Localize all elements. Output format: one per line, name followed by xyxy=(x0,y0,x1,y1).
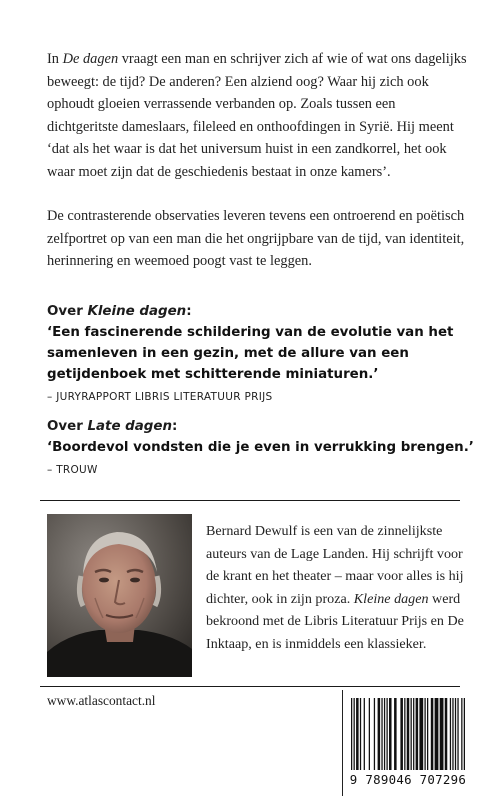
barcode-bar xyxy=(389,698,392,770)
quote-source: – TROUW xyxy=(47,464,98,476)
barcode-bar xyxy=(464,698,465,770)
book-title-mention: De dagen xyxy=(62,51,119,67)
isbn-barcode xyxy=(342,690,473,796)
author-photo xyxy=(47,514,192,677)
quote-label: Over Late dagen: xyxy=(47,419,178,434)
barcode-bar xyxy=(413,698,414,770)
description-paragraph-2: De contrasterende observaties leveren tevens een ontroerend en poëtisch zelfportret op van een man die het ongrijpbare van de tijd, van identiteit, herinnering en weemoed poogt vast te leggen. xyxy=(47,208,465,269)
review-quote xyxy=(47,417,477,478)
barcode-bars xyxy=(351,698,465,770)
barcode-bar xyxy=(440,698,444,770)
book-description xyxy=(47,48,467,273)
book-title-mention: Kleine dagen xyxy=(353,590,429,607)
quote-label: Over Kleine dagen: xyxy=(47,304,192,319)
barcode-bar xyxy=(427,698,428,770)
barcode-bar xyxy=(407,698,410,770)
review-quote xyxy=(47,302,477,405)
barcode-bar xyxy=(435,698,439,770)
description-paragraph-1: In De dagen vraagt een man en schrijver zich af wie of wat ons dagelijks beweegt: de tijd? De anderen? Een alziend oog? Waar hij zich ook ophoudt gloeien verrassende verbanden op. Zoals tussen een dichtgeritste dameslaars, fileleed en onthoofdingen in Syrië. Hij meent ‘dat als het waar is dat het universum huist in een zandkorrel, het ook waar moet zijn dat de geschiedenis bestaat in onze kamers’. xyxy=(47,51,467,180)
barcode-bar xyxy=(400,698,403,770)
barcode-bar xyxy=(452,698,453,770)
barcode-bar xyxy=(457,698,458,770)
barcode-bar xyxy=(356,698,359,770)
divider-line xyxy=(40,500,460,501)
review-quotes xyxy=(47,302,477,478)
barcode-bar xyxy=(374,698,375,770)
barcode-bar xyxy=(419,698,423,770)
barcode-bar xyxy=(384,698,385,770)
barcode-bar xyxy=(461,698,462,770)
quote-source: – JURYRAPPORT LIBRIS LITERATUUR PRIJS xyxy=(47,391,273,403)
barcode-bar xyxy=(364,698,365,770)
barcode-bar xyxy=(404,698,405,770)
barcode-bar xyxy=(351,698,352,770)
barcode-bar xyxy=(455,698,456,770)
author-portrait-illustration xyxy=(47,514,192,677)
barcode-bar xyxy=(445,698,448,770)
quote-text: ‘Een fascinerende schildering van de evolutie van het samenleven in een gezin, met de allure van een getijdenboek met schitterende miniaturen.’ xyxy=(47,325,454,382)
quote-text: ‘Boordevol vondsten die je even in verrukking brengen.’ xyxy=(47,440,474,455)
barcode-bar xyxy=(381,698,382,770)
barcode-bar xyxy=(450,698,451,770)
barcode-bar xyxy=(378,698,381,770)
barcode-bar xyxy=(394,698,397,770)
author-bio: Bernard Dewulf is een van de zinnelijkste auteurs van de Lage Landen. Hij schrijft voor de krant en het theater – maar voor alles is hij dichter, ook in zijn proza. Kleine dagen werd bekroond met de Libris Literatuur Prijs en De Inktaap, en is inmiddels een klassieker. xyxy=(206,523,464,652)
barcode-bar xyxy=(431,698,434,770)
barcode-bar xyxy=(386,698,387,770)
publisher-website[interactable]: www.atlascontact.nl xyxy=(47,693,156,708)
isbn-number: 9 789046 707296 xyxy=(349,772,467,787)
barcode-bar xyxy=(360,698,361,770)
barcode-bar xyxy=(354,698,355,770)
divider-line xyxy=(40,686,460,687)
barcode-bar xyxy=(424,698,425,770)
barcode-bar xyxy=(369,698,370,770)
barcode-bar xyxy=(416,698,419,770)
barcode-bar xyxy=(411,698,412,770)
